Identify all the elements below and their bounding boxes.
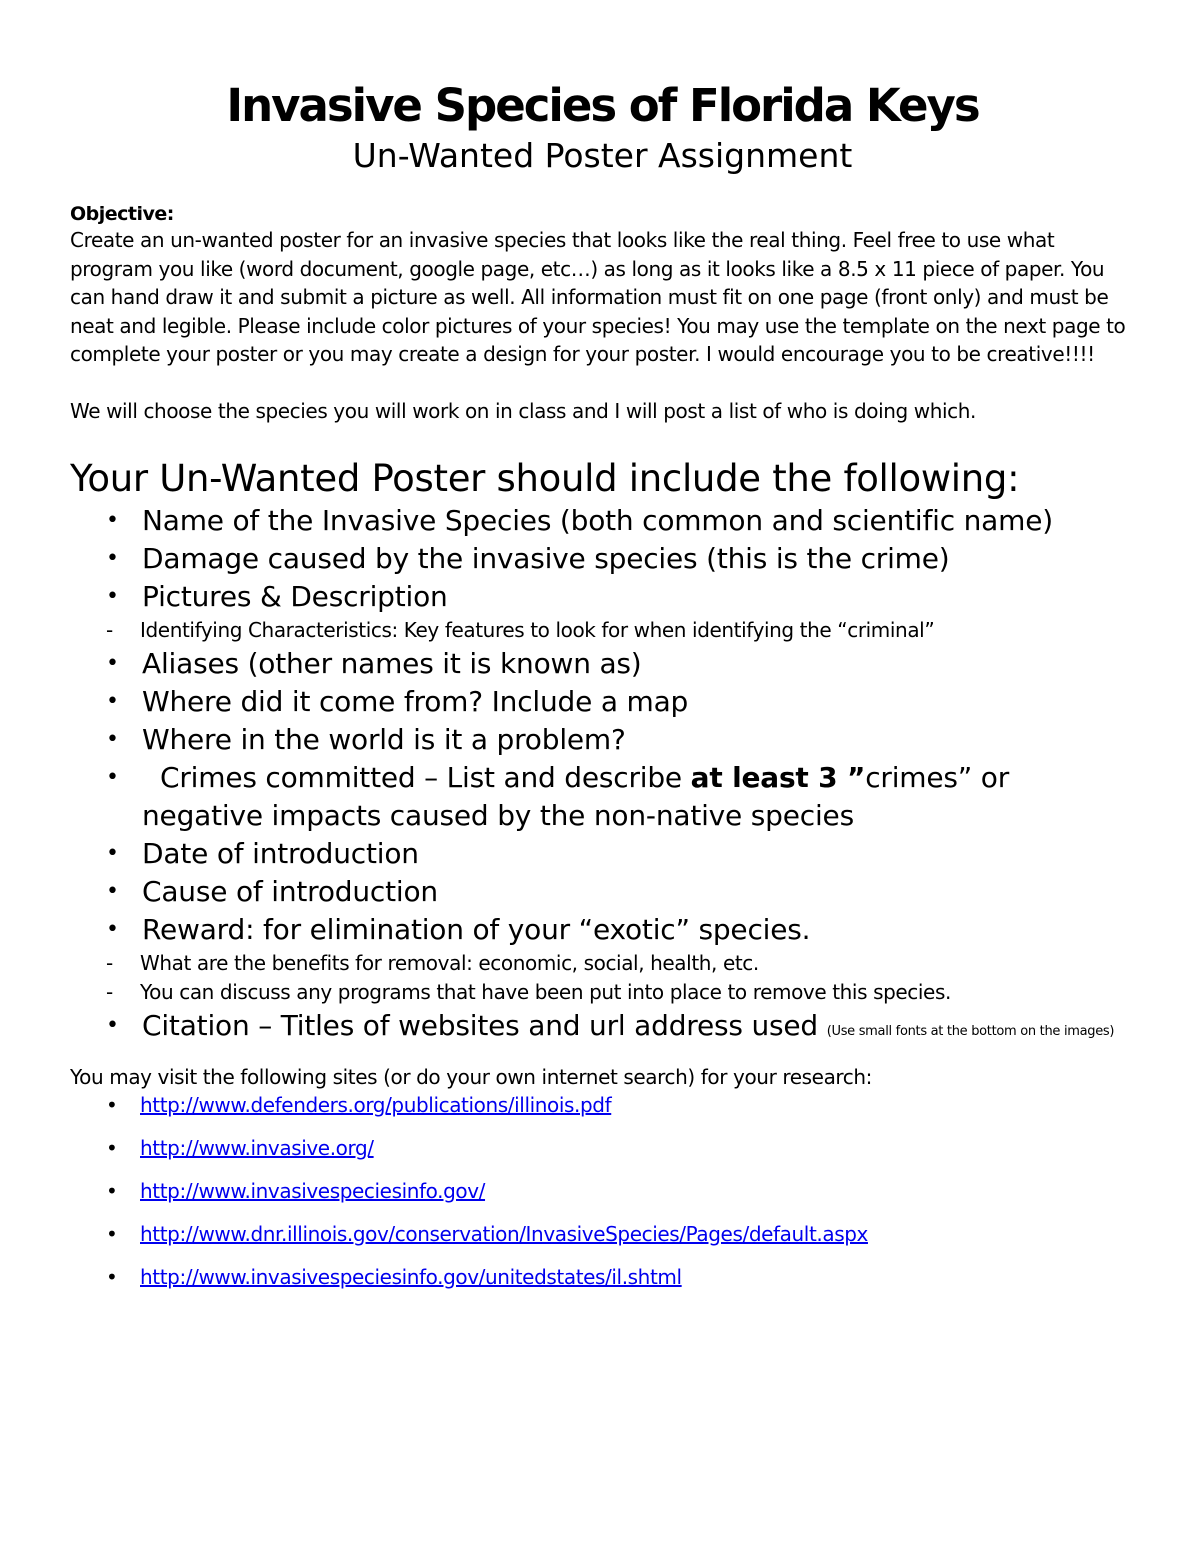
sub-list xyxy=(70,949,1135,1007)
list-item xyxy=(70,502,1135,540)
objective-text: Create an un-wanted poster for an invasive species that looks like the real thing. Feel free to use what program you like (word document, google page, etc…) as long as it looks like a 8.5 x 11 piece of paper. You can hand draw it and submit a picture as well. All information must fit on one page (front only) and must be neat and legible. Please include color pictures of your species! You may use the template on the next page to complete your poster or you may create a design for your poster. I would encourage you to be creative!!!! xyxy=(70,228,1126,367)
citation-note: (Use small fonts at the bottom on the images) xyxy=(826,1023,1115,1039)
requirements-list-end xyxy=(70,1007,1135,1051)
requirement-text: Reward: for elimination of your “exotic” species. xyxy=(142,912,811,946)
list-item xyxy=(70,540,1135,578)
dash-glyph: - xyxy=(106,950,113,975)
crimes-text-start: Crimes committed – List and describe xyxy=(160,760,691,794)
document-title: Invasive Species of Florida Keys xyxy=(226,79,979,132)
research-link[interactable]: http://www.dnr.illinois.gov/conservation/InvasiveSpecies/Pages/default.aspx xyxy=(140,1221,868,1246)
research-link[interactable]: http://www.invasivespeciesinfo.gov/unitedstates/il.shtml xyxy=(140,1264,682,1289)
bullet-glyph: • xyxy=(106,1135,118,1160)
bullet-glyph: • xyxy=(106,726,119,752)
bullet-glyph: • xyxy=(106,545,119,571)
sub-item-text: Identifying Characteristics: Key features to look for when identifying the “criminal” xyxy=(140,617,935,642)
bullet-glyph: • xyxy=(106,1092,118,1117)
list-item xyxy=(70,1177,1135,1220)
list-item xyxy=(70,645,1135,683)
sub-item-text: You can discuss any programs that have been put into place to remove this species. xyxy=(140,979,951,1004)
list-item xyxy=(70,1091,1135,1134)
bullet-glyph: • xyxy=(106,878,119,904)
list-item xyxy=(70,721,1135,759)
document-page xyxy=(70,78,1135,1306)
bullet-glyph: • xyxy=(106,1012,119,1038)
requirement-text: Pictures & Description xyxy=(142,579,448,613)
sub-list xyxy=(70,616,1135,645)
requirement-text: Cause of introduction xyxy=(142,874,438,908)
requirement-text: Damage caused by the invasive species (this is the crime) xyxy=(142,541,950,575)
dash-glyph: - xyxy=(106,617,113,642)
bullet-glyph: • xyxy=(106,764,119,790)
bullet-glyph: • xyxy=(106,916,119,942)
requirement-text: Citation – Titles of websites and url address used xyxy=(142,1008,819,1042)
bullet-glyph: • xyxy=(106,650,119,676)
list-item xyxy=(70,835,1135,873)
sub-list-item xyxy=(70,978,1135,1007)
requirement-text: Name of the Invasive Species (both common and scientific name) xyxy=(142,503,1053,537)
crimes-text-bold: at least 3 ” xyxy=(690,760,866,794)
list-item xyxy=(70,1007,1135,1051)
list-item xyxy=(70,911,1135,949)
dash-glyph: - xyxy=(106,979,113,1004)
objective-label: Objective: xyxy=(70,203,174,225)
research-link[interactable]: http://www.defenders.org/publications/illinois.pdf xyxy=(140,1092,612,1117)
bullet-glyph: • xyxy=(106,1178,118,1203)
bullet-glyph: • xyxy=(106,583,119,609)
list-item xyxy=(70,1263,1135,1306)
research-links-list xyxy=(70,1091,1135,1306)
research-link[interactable]: http://www.invasive.org/ xyxy=(140,1135,374,1160)
bullet-glyph: • xyxy=(106,840,119,866)
requirements-list xyxy=(70,502,1135,616)
requirements-heading: Your Un-Wanted Poster should include the following: xyxy=(70,456,1020,500)
sub-list-item xyxy=(70,616,1135,645)
requirement-text: Where in the world is it a problem? xyxy=(142,722,626,756)
requirement-text: Date of introduction xyxy=(142,836,419,870)
requirement-text: Where did it come from? Include a map xyxy=(142,684,689,718)
list-item xyxy=(70,578,1135,616)
requirements-list-continued xyxy=(70,645,1135,949)
sub-item-text: What are the benefits for removal: economic, social, health, etc. xyxy=(140,950,759,975)
bullet-glyph: • xyxy=(106,1264,118,1289)
crimes-text-end: crimes” or negative impacts caused by the non-native species xyxy=(142,760,1010,832)
bullet-glyph: • xyxy=(106,688,119,714)
list-item xyxy=(70,873,1135,911)
crimes-requirement xyxy=(142,759,1135,835)
species-choice-note: We will choose the species you will work on in class and I will post a list of who is doing which. xyxy=(70,398,976,423)
sub-list-item xyxy=(70,949,1135,978)
requirement-text: Aliases (other names it is known as) xyxy=(142,646,642,680)
list-item xyxy=(70,1134,1135,1177)
bullet-glyph: • xyxy=(106,507,119,533)
research-link[interactable]: http://www.invasivespeciesinfo.gov/ xyxy=(140,1178,486,1203)
sites-intro: You may visit the following sites (or do your own internet search) for your research: xyxy=(70,1064,873,1089)
list-item xyxy=(70,759,1135,835)
list-item xyxy=(70,1220,1135,1263)
document-subtitle: Un-Wanted Poster Assignment xyxy=(352,136,853,175)
bullet-glyph: • xyxy=(106,1221,118,1246)
list-item xyxy=(70,683,1135,721)
